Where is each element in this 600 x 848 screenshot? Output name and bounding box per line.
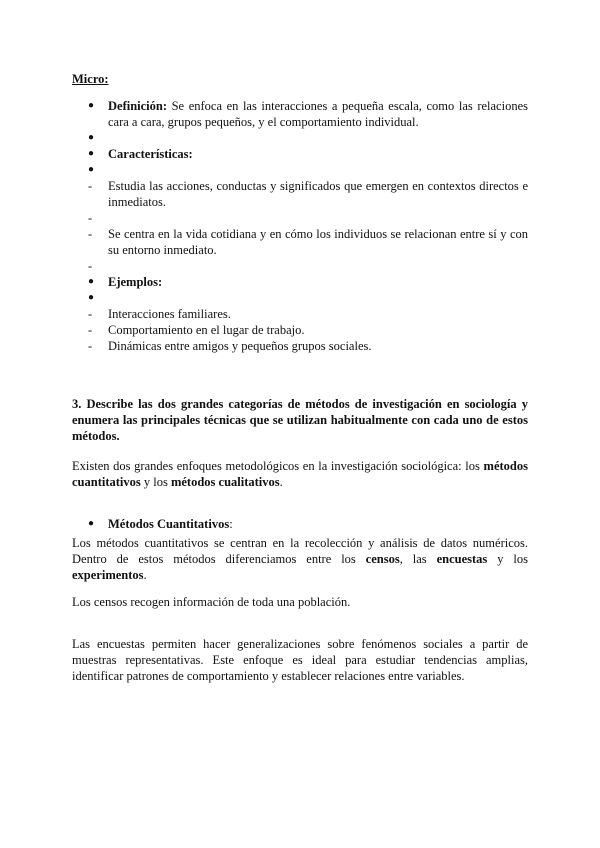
bold-encuestas: encuestas [436,552,488,566]
intro-bold-qual: métodos cualitativos [170,475,280,489]
quant-paragraph-2: Los censos recogen información de toda una población. [72,595,351,609]
bullet-icon: ● [88,292,95,303]
list-item-quant [72,516,528,532]
quant-list [72,516,528,532]
characteristics-label: Características: [108,147,193,161]
list-item-empty-dash [72,258,528,274]
list-item-empty-dash [72,210,528,226]
list-item-example [72,338,528,354]
quant-paragraph-3: Las encuestas permiten hacer generalizaciones sobre fenómenos sociales a partir de muestras representativas. Este enfoque es ideal para estudiar tendencias amplias, identificar patrones de comportamiento y establecer relaciones entre variables. [72,637,528,683]
micro-list [72,98,528,354]
dash-marker: - [88,211,93,225]
bullet-icon: ● [88,100,95,111]
definition-label: Definición: [108,99,168,113]
dash-marker: - [88,179,93,193]
intro-text: Existen dos grandes enfoques metodológicos en la investigación sociológica: los [72,459,484,473]
quant-text: . [143,568,147,582]
example-text: Interacciones familiares. [108,307,231,321]
intro-text: . [279,475,283,489]
characteristic-text: Se centra en la vida cotidiana y en cómo los individuos se relacionan entre sí y con su entorno inmediato. [108,227,528,257]
list-item-examples [72,274,528,290]
quant-label: Métodos Cuantitativos [108,517,230,531]
quant-text: y los [487,552,528,566]
list-item-example [72,306,528,322]
definition-text: Se enfoca en las interacciones a pequeña escala, como las relaciones cara a cara, grupos pequeños, y el comportamiento individual. [108,99,528,129]
quant-colon: : [229,517,233,531]
bold-experimentos: experimentos [72,568,144,582]
dash-marker: - [88,339,93,353]
bold-censos: censos [365,552,400,566]
bullet-icon: ● [88,132,95,143]
list-item-characteristics [72,146,528,162]
dash-marker: - [88,227,93,241]
list-item-characteristic [72,226,528,258]
dash-marker: - [88,323,93,337]
bullet-icon: ● [88,148,95,159]
example-text: Dinámicas entre amigos y pequeños grupos sociales. [108,339,372,353]
bullet-icon: ● [88,276,95,287]
intro-text: y los [140,475,171,489]
intro-bold-quant: métodos cuantitativos [72,459,528,489]
examples-label: Ejemplos: [108,275,163,289]
example-text: Comportamiento en el lugar de trabajo. [108,323,305,337]
quant-text: Los métodos cuantitativos se centran en la recolección y análisis de datos numéricos. Dentro de estos métodos diferenciamos entre los [72,536,528,566]
quant-text: , las [399,552,437,566]
section-heading-micro: Micro: [72,72,109,86]
dash-marker: - [88,259,93,273]
list-item-characteristic [72,178,528,210]
list-item-example [72,322,528,338]
characteristic-text: Estudia las acciones, conductas y significados que emergen en contextos directos e inmediatos. [108,179,528,209]
list-item-definition [72,98,528,130]
question-3: 3. Describe las dos grandes categorías de métodos de investigación en sociología y enumera las principales técnicas que se utilizan habitualmente con cada uno de estos métodos. [72,397,528,443]
intro-paragraph [72,458,528,490]
quant-paragraph-1 [72,535,528,583]
bullet-icon: ● [88,164,95,175]
list-item-empty [72,130,528,146]
dash-marker: - [88,307,93,321]
bullet-icon: ● [88,518,95,529]
list-item-empty [72,162,528,178]
list-item-empty [72,290,528,306]
